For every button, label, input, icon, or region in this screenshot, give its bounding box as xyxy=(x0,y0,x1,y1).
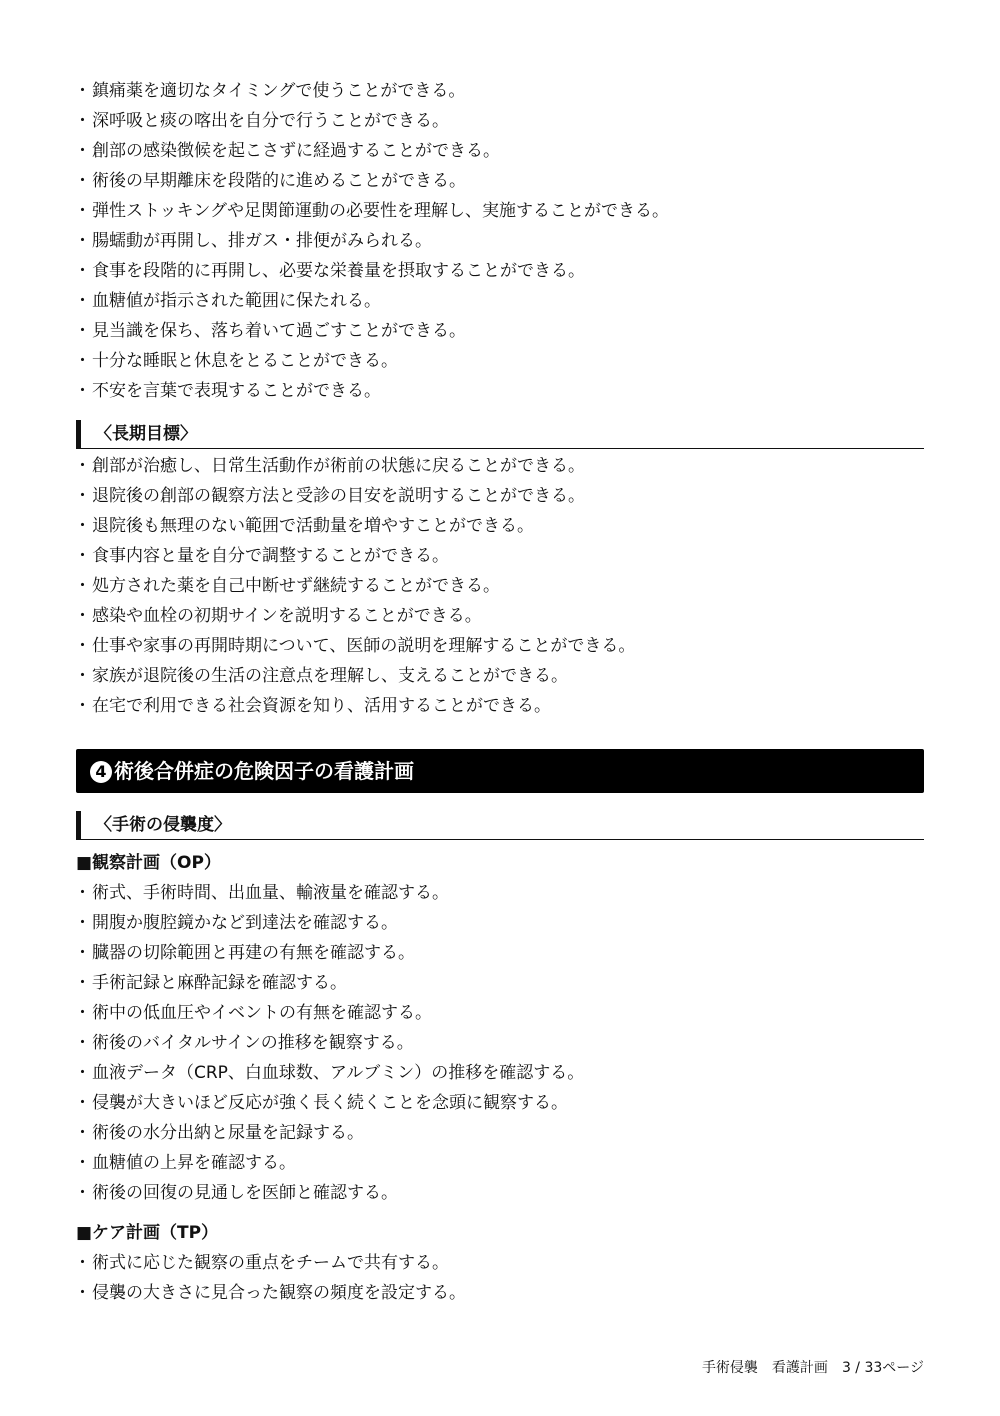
list-item: ・ 手術記録と麻酔記録を確認する。 xyxy=(76,968,924,998)
list-item: ・ 家族が退院後の生活の注意点を理解し、支えることができる。 xyxy=(76,661,924,691)
list-item: ・ 仕事や家事の再開時期について、医師の説明を理解することができる。 xyxy=(76,631,924,661)
list-item: ・ 在宅で利用できる社会資源を知り、活用することができる。 xyxy=(76,691,924,721)
list-item: ・ 不安を言葉で表現することができる。 xyxy=(76,376,924,406)
list-item: ・ 腸蠕動が再開し、排ガス・排便がみられる。 xyxy=(76,226,924,256)
section-heading xyxy=(76,749,924,793)
observation-plan-list xyxy=(76,878,924,1208)
list-item: ・ 退院後も無理のない範囲で活動量を増やすことができる。 xyxy=(76,511,924,541)
care-plan-label: ■ケア計画（TP） xyxy=(76,1223,219,1243)
page-footer xyxy=(702,1358,924,1378)
page-number: 3 / 33ページ xyxy=(841,1360,924,1376)
section-title: 術後合併症の危険因子の看護計画 xyxy=(114,759,414,783)
list-item: ・ 食事を段階的に再開し、必要な栄養量を摂取することができる。 xyxy=(76,256,924,286)
list-item: ・ 深呼吸と痰の喀出を自分で行うことができる。 xyxy=(76,106,924,136)
list-item: ・ 術後の水分出納と尿量を記録する。 xyxy=(76,1118,924,1148)
list-item: ・ 創部の感染徴候を起こさずに経過することができる。 xyxy=(76,136,924,166)
list-item: ・ 創部が治癒し、日常生活動作が術前の状態に戻ることができる。 xyxy=(76,451,924,481)
list-item: ・ 侵襲が大きいほど反応が強く長く続くことを念頭に観察する。 xyxy=(76,1088,924,1118)
document-page xyxy=(76,76,924,1308)
list-item: ・ 血糖値の上昇を確認する。 xyxy=(76,1148,924,1178)
list-item: ・ 開腹か腹腔鏡かなど到達法を確認する。 xyxy=(76,908,924,938)
surgical-invasiveness-heading: 〈手術の侵襲度〉 xyxy=(76,811,924,840)
list-item: ・ 処方された薬を自己中断せず継続することができる。 xyxy=(76,571,924,601)
list-item: ・ 弾性ストッキングや足関節運動の必要性を理解し、実施することができる。 xyxy=(76,196,924,226)
observation-plan-label: ■観察計画（OP） xyxy=(76,853,221,873)
list-item: ・ 術式に応じた観察の重点をチームで共有する。 xyxy=(76,1248,924,1278)
list-item: ・ 術後の回復の見通しを医師と確認する。 xyxy=(76,1178,924,1208)
list-item: ・ 侵襲の大きさに見合った観察の頻度を設定する。 xyxy=(76,1278,924,1308)
list-item: ・ 見当識を保ち、落ち着いて過ごすことができる。 xyxy=(76,316,924,346)
list-item: ・ 術中の低血圧やイベントの有無を確認する。 xyxy=(76,998,924,1028)
list-item: ・ 術式、手術時間、出血量、輸液量を確認する。 xyxy=(76,878,924,908)
list-item: ・ 血液データ（CRP、白血球数、アルブミン）の推移を確認する。 xyxy=(76,1058,924,1088)
list-item: ・ 術後の早期離床を段階的に進めることができる。 xyxy=(76,166,924,196)
section-number-badge: 4 xyxy=(90,761,112,783)
list-item: ・ 感染や血栓の初期サインを説明することができる。 xyxy=(76,601,924,631)
list-item: ・ 鎮痛薬を適切なタイミングで使うことができる。 xyxy=(76,76,924,106)
list-item: ・ 血糖値が指示された範囲に保たれる。 xyxy=(76,286,924,316)
list-item: ・ 十分な睡眠と休息をとることができる。 xyxy=(76,346,924,376)
footer-doc-title: 手術侵襲 看護計画 xyxy=(701,1360,828,1376)
long-term-goals-heading: 〈長期目標〉 xyxy=(76,420,924,449)
care-plan-list xyxy=(76,1248,924,1308)
list-item: ・ 臓器の切除範囲と再建の有無を確認する。 xyxy=(76,938,924,968)
list-item: ・ 食事内容と量を自分で調整することができる。 xyxy=(76,541,924,571)
long-term-goal-list xyxy=(76,451,924,721)
list-item: ・ 退院後の創部の観察方法と受診の目安を説明することができる。 xyxy=(76,481,924,511)
list-item: ・ 術後のバイタルサインの推移を観察する。 xyxy=(76,1028,924,1058)
short-term-goal-list xyxy=(76,76,924,406)
